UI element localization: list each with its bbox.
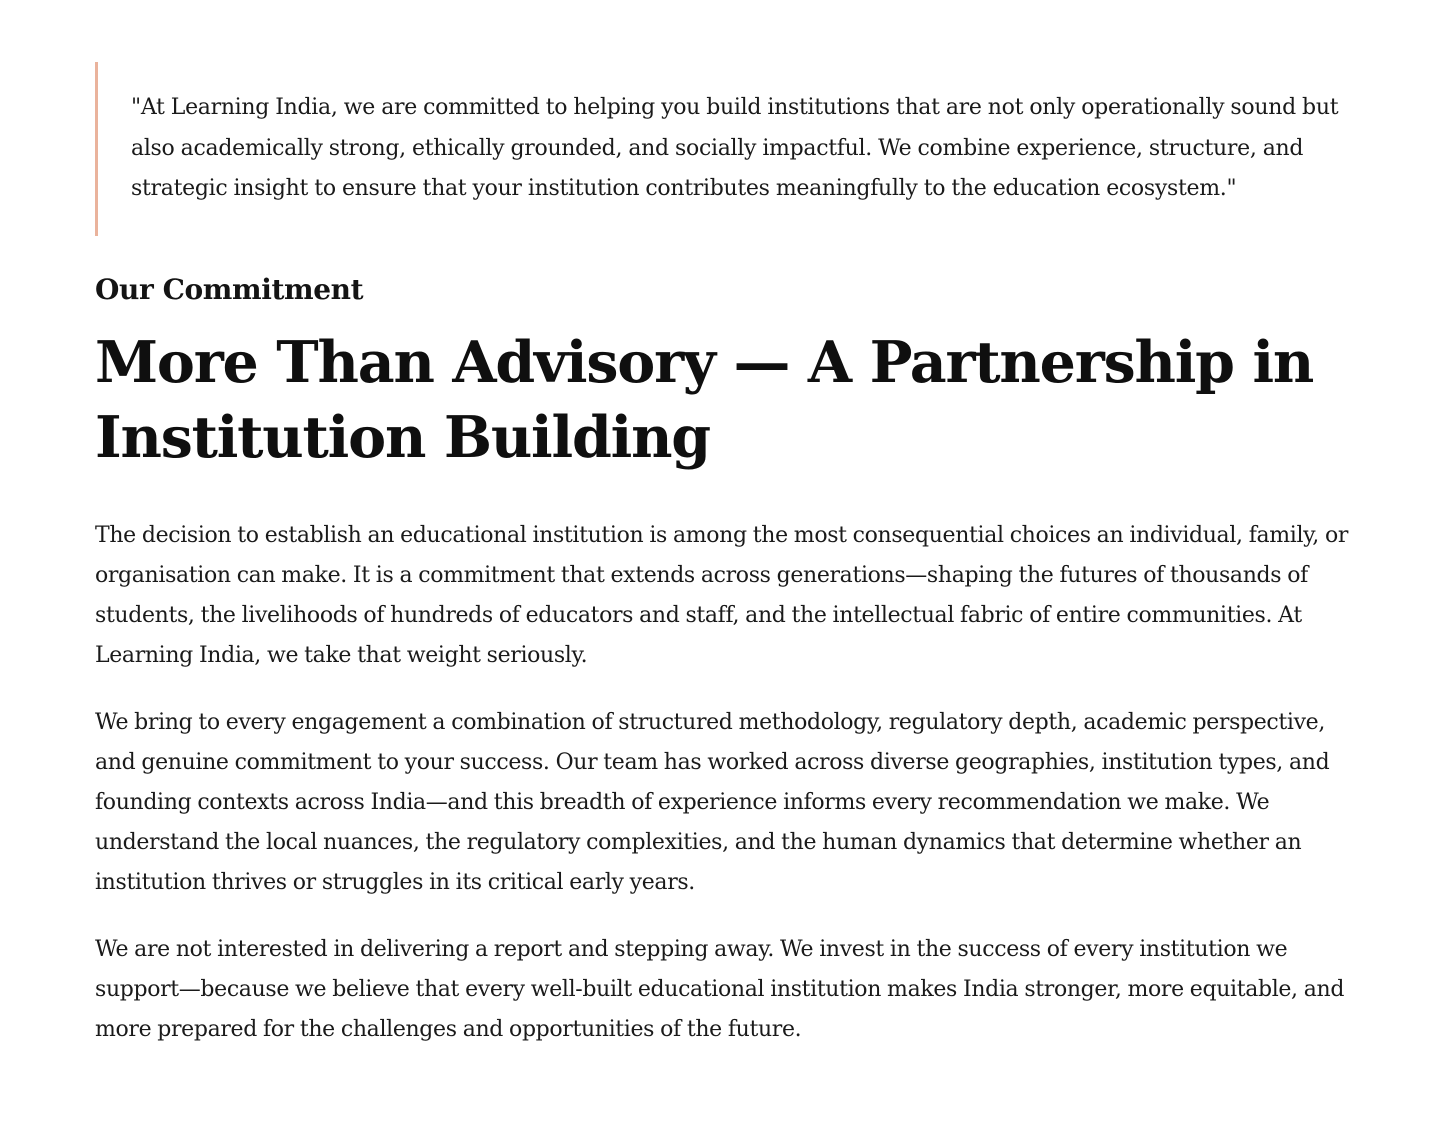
- page-title: More Than Advisory — A Partnership in Institution Building: [95, 328, 1314, 471]
- body-paragraph-2: We bring to every engagement a combination of structured methodology, regulatory depth, academic perspective, and genuine commitment to your success. Our team has worked across diverse geographies, institution types, and founding contexts across India—and this breadth of experience informs every recommendation we make. We understand the local nuances, the regulatory complexities, and the human dynamics that determine whether an institution thrives or struggles in its critical early years.: [95, 709, 1330, 895]
- quote-text: "At Learning India, we are committed to helping you build institutions that are not only operationally sound but also academically strong, ethically grounded, and socially impactful. We combine experience, structure, and strategic insight to ensure that your institution contributes meaningfully to the education ecosystem.": [131, 95, 1339, 201]
- mission-quote: [95, 62, 1355, 236]
- commitment-section: [95, 62, 1355, 1050]
- body-paragraph-1: The decision to establish an educational institution is among the most consequential choices an individual, family, or organisation can make. It is a commitment that extends across generations—shaping the futures of thousands of students, the livelihoods of hundreds of educators and staff, and the intellectual fabric of entire communities. At Learning India, we take that weight seriously.: [95, 522, 1349, 668]
- section-eyebrow: Our Commitment: [95, 272, 364, 306]
- body-paragraph-3: We are not interested in delivering a report and stepping away. We invest in the success of every institution we support—because we believe that every well-built educational institution makes India stronger, more equitable, and more prepared for the challenges and opportunities of the future.: [95, 936, 1345, 1042]
